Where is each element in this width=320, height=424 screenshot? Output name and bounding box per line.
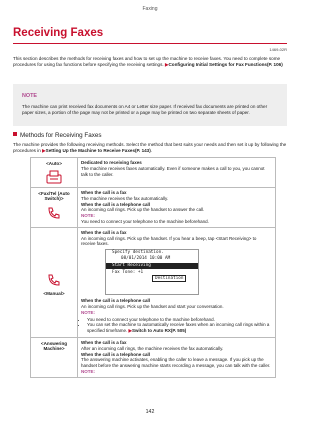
arrow-right-icon: ▶ — [164, 62, 169, 67]
mode-name-cell — [31, 158, 78, 188]
mode-desc-cell — [78, 227, 276, 337]
list-item — [87, 322, 272, 334]
mode-desc-text: An incoming call rings. Pick up the handset to answer the call. — [81, 207, 205, 213]
section-link[interactable] — [42, 148, 151, 153]
mode-desc-heading: When the call is a fax — [81, 190, 127, 195]
fax-machine-icon — [46, 170, 62, 184]
page-title: Receiving Faxes — [13, 27, 104, 39]
arrow-right-icon: ▶ — [42, 148, 46, 153]
section-heading — [13, 132, 102, 139]
mode-name: <Manual> — [43, 291, 65, 297]
start-receiving-button[interactable]: Start Receiving — [106, 263, 198, 269]
mode-desc-heading: When the call is a fax — [81, 339, 127, 345]
mode-note-label: NOTE: — [81, 309, 95, 315]
mode-note-text: You need to connect your telephone to the machine beforehand. — [81, 218, 209, 224]
mode-name: <Auto> — [46, 161, 62, 166]
note-text: The machine can print received fax documents on A4 or Letter size paper. If received fax documents are printed on other paper sizes, a portion of the page may not be printed or a page may be printed on two separate sheets of paper. — [22, 104, 268, 115]
title-rule — [13, 43, 287, 44]
mode-note-label: NOTE: — [81, 213, 95, 219]
lcd-fax-tone: Fax Tone: +1 — [112, 270, 144, 276]
auto-rx-link-label: Switch to Auto RX(P. 505) — [132, 328, 187, 334]
square-bullet-icon — [13, 132, 17, 136]
section-text: The machine provides the following receiving methods. Select the method that best suits your needs and then set it up by following the procedures in — [13, 142, 287, 153]
running-header: Faxing — [142, 6, 158, 12]
telephone-icon — [46, 272, 62, 288]
intro-link-label: Configuring Initial Settings for Fax Functions(P. 106) — [168, 62, 283, 67]
mode-name: <Answering Machine> — [40, 340, 68, 351]
section-paragraph: The machine provides the following receiving methods. Select the method that best suits your needs and then set it up by following the procedures in ▶Setting Up the Machine to Receive Faxes(P. 143). — [13, 142, 287, 153]
doc-id: 1469-02R — [269, 47, 287, 52]
lcd-screen — [105, 249, 199, 295]
list-item-text: You can set the machine to automatically receive faxes when an incoming call rings within a specified timeframe. — [87, 322, 270, 334]
mode-name-cell — [31, 227, 78, 337]
table-row — [31, 337, 276, 377]
fax-telephone-icon — [46, 205, 62, 221]
list-item: • You need to connect your telephone to the machine beforehand. — [87, 317, 272, 323]
mode-note-label: NOTE: — [81, 368, 95, 374]
mode-desc-cell — [78, 188, 276, 228]
lcd-line: Specify destination. — [112, 250, 164, 256]
table-row — [31, 188, 276, 228]
mode-desc-text: After an incoming call rings, the machine receives the fax automatically. — [81, 345, 224, 351]
auto-rx-link[interactable] — [129, 328, 187, 333]
mode-name-cell — [31, 188, 78, 228]
lcd-destination — [106, 276, 198, 282]
mode-desc-text: An incoming call rings. Pick up the handset and start your conversation. — [81, 303, 224, 309]
table-row — [31, 227, 276, 337]
mode-desc-text: An incoming call rings. Pick up the handset. If you hear a beep, tap <Start Receiving> to receive faxes. — [81, 235, 257, 247]
note-list — [81, 317, 272, 334]
mode-name-cell — [31, 337, 78, 377]
mode-desc-cell — [78, 337, 276, 377]
mode-desc-heading: When the call is a telephone call — [81, 351, 151, 357]
intro-paragraph — [13, 56, 289, 68]
mode-desc-text: The machine receives faxes automatically. Even if someone makes a call to you, you cannot talk to the caller. — [81, 165, 265, 177]
mode-desc-heading: When the call is a telephone call — [81, 298, 151, 304]
section-link-label: Setting Up the Machine to Receive Faxes(P. 143) — [45, 148, 151, 153]
intro-text: This section describes the methods for receiving faxes and how to set up the machine to receive faxes. You need to complete some procedures for using fax functions before specifying the receiving settings. — [13, 56, 281, 67]
mode-desc-heading: When the call is a fax — [81, 229, 127, 235]
mode-desc-heading: When the call is a telephone call — [81, 201, 151, 207]
mode-desc-text: The machine receives the fax automatically. — [81, 195, 169, 201]
mode-desc-cell — [78, 158, 276, 188]
modes-table — [30, 157, 276, 378]
note-heading: NOTE — [22, 93, 37, 99]
intro-link[interactable] — [165, 62, 283, 67]
section-heading-label: Methods for Receiving Faxes — [20, 132, 102, 139]
page-number: 142 — [145, 409, 155, 415]
mode-desc-heading: Dedicated to receiving faxes — [81, 160, 142, 165]
destination-button[interactable]: Destination — [152, 275, 186, 282]
lcd-datetime: 08/01/2014 10:00 AM — [121, 256, 171, 262]
table-row — [31, 158, 276, 188]
mode-name: <Fax/Tel (Auto Switch)> — [38, 191, 70, 201]
arrow-right-icon: ▶ — [128, 328, 132, 334]
mode-desc-text: The answering machine activates, enabling the caller to leave a message. If you pick up the handset before the answering machine starts recording a message, you can talk with the caller. — [81, 357, 271, 369]
